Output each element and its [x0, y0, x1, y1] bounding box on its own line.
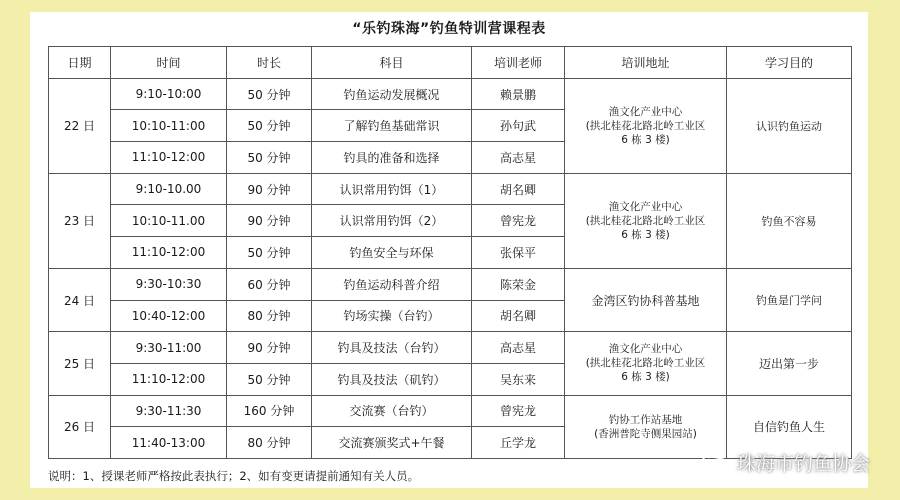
- subject-cell: 钓鱼运动发展概况: [312, 78, 472, 110]
- subject-cell: 钓具及技法（矶钓）: [312, 363, 472, 395]
- duration-cell: 90 分钟: [227, 332, 312, 364]
- location-line: (拱北桂花北路北岭工业区: [585, 214, 706, 227]
- teacher-cell: 高志星: [472, 142, 565, 174]
- location-line: 6 栋 3 楼): [621, 228, 670, 241]
- duration-cell: 50 分钟: [227, 110, 312, 142]
- goal-cell: 认识钓鱼运动: [727, 78, 852, 173]
- goal-cell: 自信钓鱼人生: [727, 395, 852, 458]
- teacher-cell: 孙句武: [472, 110, 565, 142]
- location-line: (拱北桂花北路北岭工业区: [585, 119, 706, 132]
- teacher-cell: 丘学龙: [472, 427, 565, 459]
- duration-cell: 80 分钟: [227, 427, 312, 459]
- table-row: [49, 332, 852, 364]
- time-cell: 10:10-11.00: [111, 205, 227, 237]
- location-cell: [565, 332, 727, 395]
- date-cell: 24 日: [49, 268, 111, 331]
- header-subject: 科目: [312, 47, 472, 79]
- goal-cell: 钓鱼不容易: [727, 173, 852, 268]
- footnote: 说明：1、授课老师严格按此表执行；2、如有变更请提前通知有关人员。: [48, 469, 420, 483]
- page-title: “乐钓珠海”钓鱼特训营课程表: [352, 21, 546, 37]
- location-line: 6 栋 3 楼): [621, 371, 670, 384]
- location-line: 钓协工作站基地: [608, 413, 683, 426]
- duration-cell: 80 分钟: [227, 300, 312, 332]
- teacher-cell: 高志星: [472, 332, 565, 364]
- time-cell: 9:30-10:30: [111, 268, 227, 300]
- schedule-table: [48, 46, 852, 459]
- duration-cell: 60 分钟: [227, 268, 312, 300]
- table-row: [49, 268, 852, 300]
- subject-cell: 交流赛颁奖式+午餐: [312, 427, 472, 459]
- subject-cell: 钓鱼安全与环保: [312, 237, 472, 269]
- subject-cell: 了解钓鱼基础常识: [312, 110, 472, 142]
- time-cell: 9:30-11:30: [111, 395, 227, 427]
- header-location: 培训地址: [565, 47, 727, 79]
- goal-cell: 迈出第一步: [727, 332, 852, 395]
- teacher-cell: 吴东来: [472, 363, 565, 395]
- table-row: [49, 395, 852, 427]
- teacher-cell: 胡名卿: [472, 173, 565, 205]
- header-time: 时间: [111, 47, 227, 79]
- location-cell: [565, 78, 727, 173]
- duration-cell: 50 分钟: [227, 237, 312, 269]
- location-line: (香洲普陀寺侧果园站): [594, 427, 697, 440]
- subject-cell: 认识常用钓饵（1）: [312, 173, 472, 205]
- location-cell: [565, 268, 727, 331]
- teacher-cell: 张保平: [472, 237, 565, 269]
- subject-cell: 认识常用钓饵（2）: [312, 205, 472, 237]
- header-goal: 学习目的: [727, 47, 852, 79]
- teacher-cell: 曾宪龙: [472, 395, 565, 427]
- teacher-cell: 赖景鹏: [472, 78, 565, 110]
- duration-cell: 90 分钟: [227, 205, 312, 237]
- location-line: 金湾区钓协科普基地: [591, 293, 700, 308]
- teacher-cell: 陈荣金: [472, 268, 565, 300]
- time-cell: 9:10-10:00: [111, 78, 227, 110]
- watermark: [701, 449, 870, 476]
- location-line: 渔文化产业中心: [608, 105, 683, 118]
- location-line: 渔文化产业中心: [608, 343, 683, 356]
- date-cell: 26 日: [49, 395, 111, 458]
- location-line: (拱北桂花北路北岭工业区: [585, 357, 706, 370]
- teacher-cell: 胡名卿: [472, 300, 565, 332]
- subject-cell: 钓具及技法（台钓）: [312, 332, 472, 364]
- location-line: 渔文化产业中心: [608, 200, 683, 213]
- location-line: 6 栋 3 楼): [621, 133, 670, 146]
- table-header-row: [49, 47, 852, 79]
- header-date: 日期: [49, 47, 111, 79]
- header-duration: 时长: [227, 47, 312, 79]
- subject-cell: 交流赛（台钓）: [312, 395, 472, 427]
- time-cell: 11:10-12:00: [111, 142, 227, 174]
- time-cell: 11:40-13:00: [111, 427, 227, 459]
- table-row: [49, 78, 852, 110]
- time-cell: 11:10-12:00: [111, 363, 227, 395]
- date-cell: 23 日: [49, 173, 111, 268]
- subject-cell: 钓具的准备和选择: [312, 142, 472, 174]
- date-cell: 22 日: [49, 78, 111, 173]
- time-cell: 11:10-12:00: [111, 237, 227, 269]
- subject-cell: 钓鱼运动科普介绍: [312, 268, 472, 300]
- teacher-cell: 曾宪龙: [472, 205, 565, 237]
- watermark-text: 珠海市钓鱼协会: [736, 453, 870, 475]
- schedule-sheet: [30, 12, 868, 488]
- wechat-icon: [701, 452, 731, 474]
- time-cell: 9:10-10.00: [111, 173, 227, 205]
- goal-cell: 钓鱼是门学问: [727, 268, 852, 331]
- time-cell: 10:40-12:00: [111, 300, 227, 332]
- location-cell: [565, 173, 727, 268]
- subject-cell: 钓场实操（台钓）: [312, 300, 472, 332]
- time-cell: 9:30-11:00: [111, 332, 227, 364]
- header-teacher: 培训老师: [472, 47, 565, 79]
- duration-cell: 50 分钟: [227, 363, 312, 395]
- duration-cell: 50 分钟: [227, 142, 312, 174]
- duration-cell: 50 分钟: [227, 78, 312, 110]
- table-row: [49, 173, 852, 205]
- time-cell: 10:10-11:00: [111, 110, 227, 142]
- duration-cell: 90 分钟: [227, 173, 312, 205]
- date-cell: 25 日: [49, 332, 111, 395]
- duration-cell: 160 分钟: [227, 395, 312, 427]
